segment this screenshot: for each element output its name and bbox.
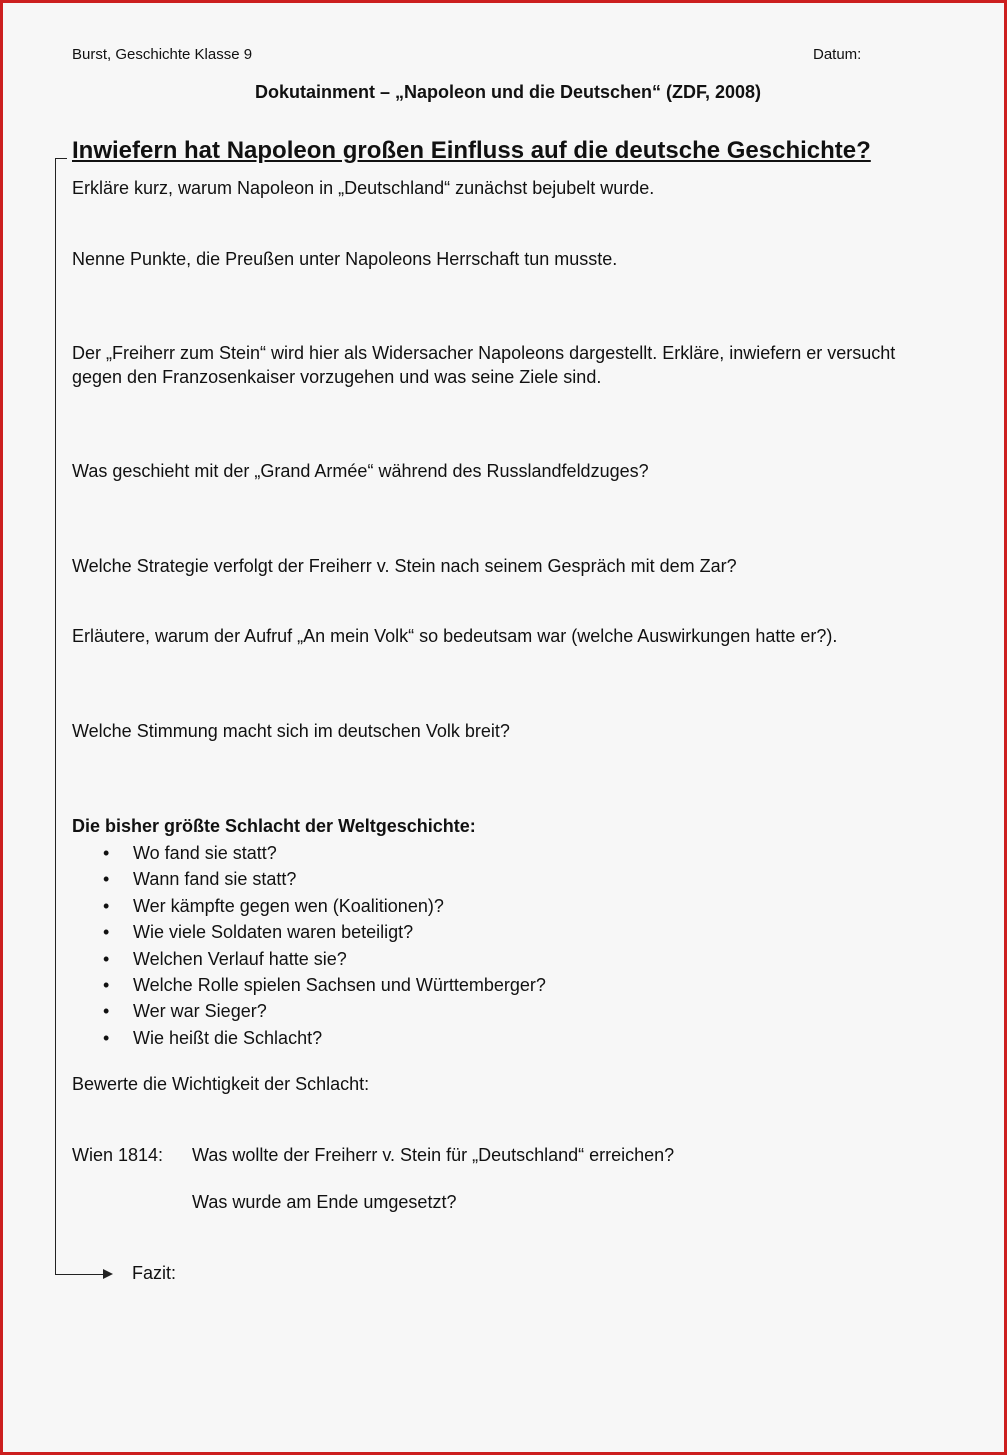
bullet-icon: • (103, 869, 110, 890)
evaluate-battle-prompt: Bewerte die Wichtigkeit der Schlacht: (72, 1074, 370, 1094)
question-4: Was geschieht mit der „Grand Armée“ während des Russlandfeldzuges? (72, 461, 649, 481)
battle-section-title: Die bisher größte Schlacht der Weltgeschichte: (72, 816, 476, 836)
conclusion-label: Fazit: (132, 1263, 177, 1283)
main-question-heading: Inwiefern hat Napoleon großen Einfluss auf die deutsche Geschichte? (72, 137, 871, 164)
vienna-label: Wien 1814: (72, 1145, 164, 1165)
question-7: Welche Stimmung macht sich im deutschen Volk breit? (72, 721, 510, 741)
list-item: • Wo fand sie statt? (103, 840, 546, 866)
bracket-line-vertical (55, 158, 56, 1275)
bullet-icon: • (103, 948, 110, 969)
bullet-icon: • (103, 1001, 110, 1022)
bullet-icon: • (103, 974, 110, 995)
bracket-line-top (55, 158, 67, 159)
bullet-icon: • (103, 1027, 110, 1048)
list-item: • Wann fand sie statt? (103, 866, 546, 892)
battle-question-list (103, 840, 546, 1051)
bullet-icon: • (103, 922, 110, 943)
bullet-icon: • (103, 895, 110, 916)
list-item: • Welchen Verlauf hatte sie? (103, 946, 546, 972)
document-subtitle: Dokutainment – „Napoleon und die Deutschen“ (ZDF, 2008) (254, 82, 762, 102)
question-3-line-2: gegen den Franzosenkaiser vorzugehen und was seine Ziele sind. (72, 367, 602, 387)
list-item: • Wer war Sieger? (103, 998, 546, 1024)
bullet-icon: • (103, 843, 110, 863)
question-3-line-1: Der „Freiherr zum Stein“ wird hier als Widersacher Napoleons dargestellt. Erkläre, inwiefern er versucht (72, 343, 896, 363)
list-item: • Wie viele Soldaten waren beteiligt? (103, 919, 546, 945)
list-item: • Wie heißt die Schlacht? (103, 1025, 546, 1051)
header-author-class: Burst, Geschichte Klasse 9 (72, 46, 253, 63)
vienna-question-2: Was wurde am Ende umgesetzt? (192, 1192, 457, 1212)
worksheet-page (3, 3, 1004, 1452)
question-5: Welche Strategie verfolgt der Freiherr v. Stein nach seinem Gespräch mit dem Zar? (72, 556, 737, 576)
arrow-right-icon (103, 1269, 113, 1279)
list-item: • Welche Rolle spielen Sachsen und Württemberger? (103, 972, 546, 998)
question-1: Erkläre kurz, warum Napoleon in „Deutschland“ zunächst bejubelt wurde. (72, 178, 655, 198)
header-date-label: Datum: (813, 46, 862, 63)
vienna-question-1: Was wollte der Freiherr v. Stein für „Deutschland“ erreichen? (192, 1145, 675, 1165)
list-item: • Wer kämpfte gegen wen (Koalitionen)? (103, 893, 546, 919)
question-6: Erläutere, warum der Aufruf „An mein Volk“ so bedeutsam war (welche Auswirkungen hatte er?). (72, 626, 838, 646)
bracket-line-bottom (55, 1274, 107, 1275)
question-2: Nenne Punkte, die Preußen unter Napoleons Herrschaft tun musste. (72, 249, 618, 269)
